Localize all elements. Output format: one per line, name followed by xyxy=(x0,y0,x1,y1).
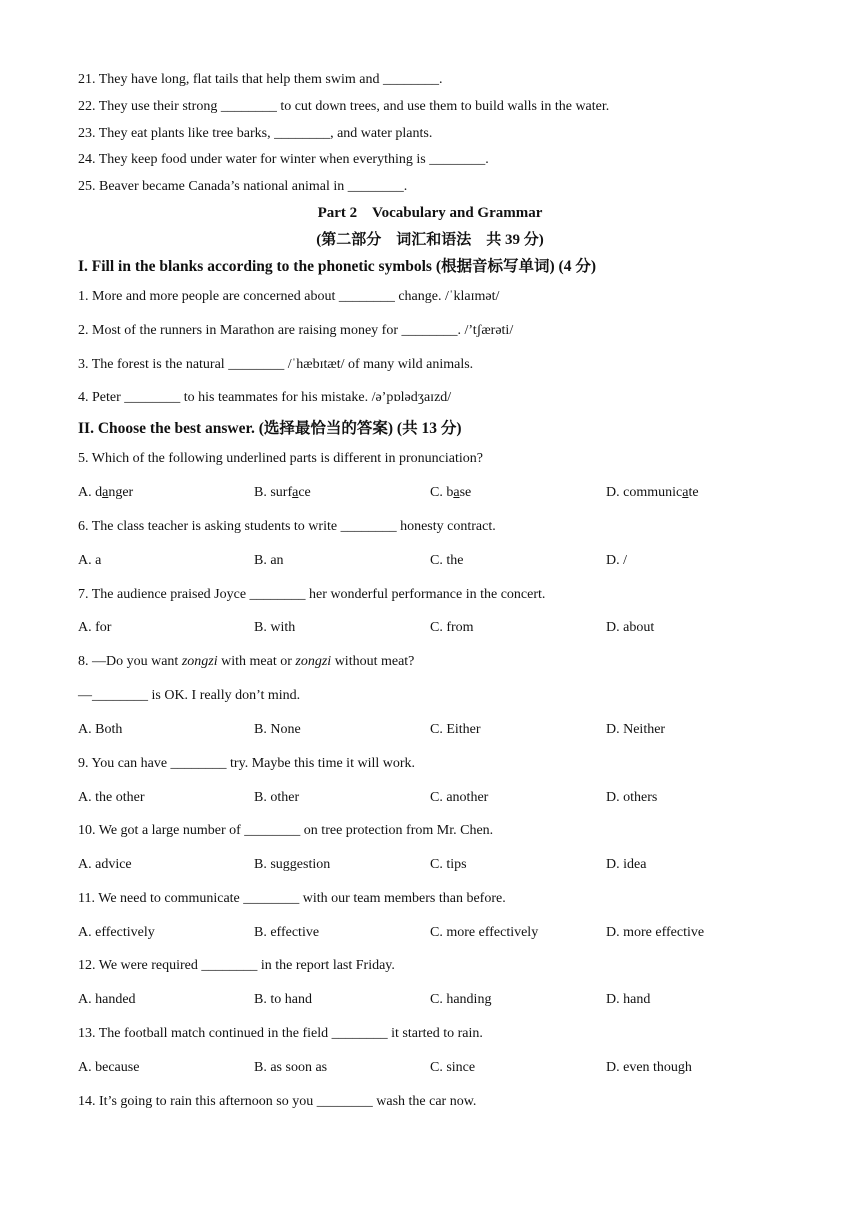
question-11-option-a: A. effectively xyxy=(78,925,155,940)
question-11-stem: 11. We need to communicate ________ with our team members than before. xyxy=(78,891,506,906)
question-5-option-d: D. communicate xyxy=(606,485,699,500)
question-9-option-d: D. others xyxy=(606,790,658,805)
underlined-letter: a xyxy=(292,485,299,500)
question-13-option-b: B. as soon as xyxy=(254,1060,328,1075)
question-11-option-d: D. more effective xyxy=(606,925,705,940)
question-7-option-d: D. about xyxy=(606,620,655,635)
question-8-stem: 8. —Do you want zongzi with meat or zongzi without meat? xyxy=(78,654,415,669)
question-9-option-c: C. another xyxy=(430,790,489,805)
question-6-option-b: B. an xyxy=(254,553,284,568)
underlined-letter: a xyxy=(453,485,460,500)
question-10-option-d: D. idea xyxy=(606,857,647,872)
section1-item-1: 1. More and more people are concerned about ________ change. /ˈklaɪmət/ xyxy=(78,289,500,304)
question-10-option-b: B. suggestion xyxy=(254,857,331,872)
question-13-option-a: A. because xyxy=(78,1060,140,1075)
listening-item-21: 21. They have long, flat tails that help them swim and ________. xyxy=(78,72,443,87)
question-7-stem: 7. The audience praised Joyce ________ her wonderful performance in the concert. xyxy=(78,587,546,602)
section1-heading: I. Fill in the blanks according to the phonetic symbols (根据音标写单词) (4 分) xyxy=(78,258,596,275)
question-13-option-c: C. since xyxy=(430,1060,476,1075)
question-8-option-b: B. None xyxy=(254,722,301,737)
question-5-option-a: A. danger xyxy=(78,485,134,500)
part2-title: Part 2 Vocabulary and Grammar xyxy=(317,205,543,221)
question-5-option-c: C. base xyxy=(430,485,472,500)
section2-heading: II. Choose the best answer. (选择最恰当的答案) (共 13 分) xyxy=(78,420,462,437)
section1-item-3: 3. The forest is the natural ________ /ˈhæbɪtæt/ of many wild animals. xyxy=(78,357,474,372)
question-13-stem: 13. The football match continued in the field ________ it started to rain. xyxy=(78,1026,483,1041)
question-6-stem: 6. The class teacher is asking students to write ________ honesty contract. xyxy=(78,519,496,534)
question-12-option-d: D. hand xyxy=(606,992,651,1007)
question-12-option-a: A. handed xyxy=(78,992,136,1007)
question-9-stem: 9. You can have ________ try. Maybe this time it will work. xyxy=(78,756,416,771)
question-8-option-c: C. Either xyxy=(430,722,481,737)
question-7-option-a: A. for xyxy=(78,620,112,635)
question-12-option-b: B. to hand xyxy=(254,992,312,1007)
question-9-option-b: B. other xyxy=(254,790,300,805)
question-10-option-a: A. advice xyxy=(78,857,132,872)
part2-subtitle: (第二部分 词汇和语法 共 39 分) xyxy=(316,232,544,248)
underlined-letter: a xyxy=(102,485,109,500)
question-11-option-b: B. effective xyxy=(254,925,320,940)
question-8-option-a: A. Both xyxy=(78,722,123,737)
section1-item-2: 2. Most of the runners in Marathon are raising money for ________. /’tʃærəti/ xyxy=(78,323,514,338)
question-12-option-c: C. handing xyxy=(430,992,492,1007)
question-7-option-c: C. from xyxy=(430,620,474,635)
question-5-option-b: B. surface xyxy=(254,485,311,500)
listening-item-23: 23. They eat plants like tree barks, ________, and water plants. xyxy=(78,126,433,141)
question-8-reply: —________ is OK. I really don’t mind. xyxy=(78,688,301,703)
listening-item-25: 25. Beaver became Canada’s national animal in ________. xyxy=(78,179,408,194)
listening-item-22: 22. They use their strong ________ to cut down trees, and use them to build walls in the water. xyxy=(78,99,610,114)
question-14-stem: 14. It’s going to rain this afternoon so you ________ wash the car now. xyxy=(78,1094,477,1109)
question-11-option-c: C. more effectively xyxy=(430,925,539,940)
question-9-option-a: A. the other xyxy=(78,790,145,805)
question-6-option-a: A. a xyxy=(78,553,102,568)
section1-item-4: 4. Peter ________ to his teammates for his mistake. /ə’pɒlədʒaɪzd/ xyxy=(78,390,452,405)
question-8-option-d: D. Neither xyxy=(606,722,666,737)
question-10-stem: 10. We got a large number of ________ on tree protection from Mr. Chen. xyxy=(78,823,494,838)
question-13-option-d: D. even though xyxy=(606,1060,692,1075)
question-5-stem: 5. Which of the following underlined parts is different in pronunciation? xyxy=(78,451,483,466)
question-6-option-d: D. / xyxy=(606,553,627,568)
question-7-option-b: B. with xyxy=(254,620,296,635)
underlined-letter: a xyxy=(682,485,689,500)
listening-item-24: 24. They keep food under water for winter when everything is ________. xyxy=(78,152,489,167)
question-10-option-c: C. tips xyxy=(430,857,467,872)
question-12-stem: 12. We were required ________ in the report last Friday. xyxy=(78,958,395,973)
question-6-option-c: C. the xyxy=(430,553,464,568)
